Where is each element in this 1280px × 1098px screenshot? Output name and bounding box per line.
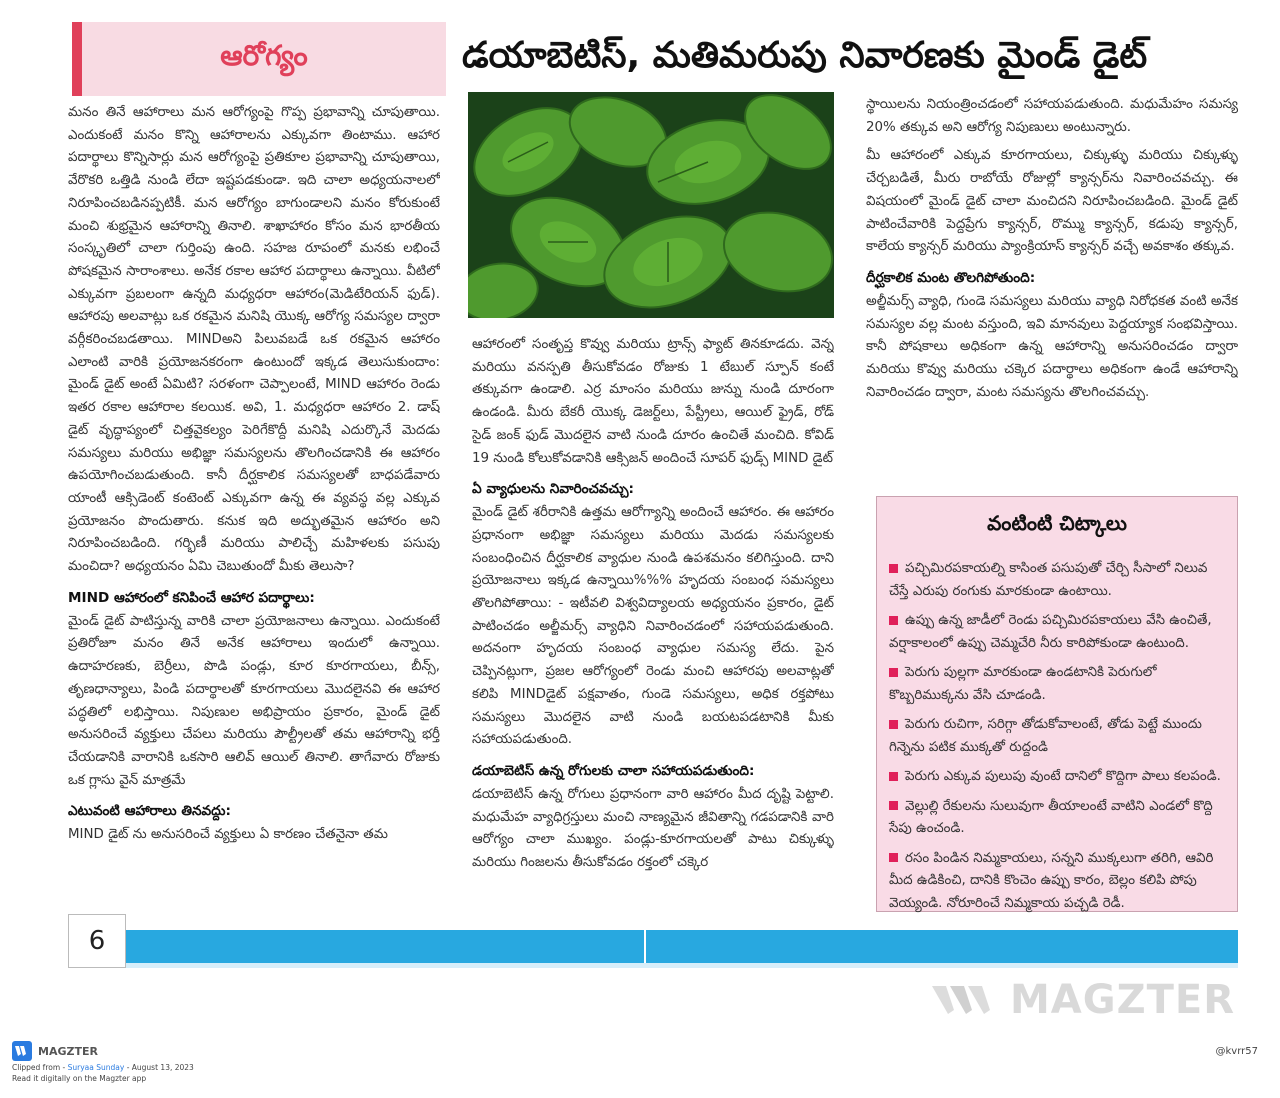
tip-text: ఉప్పు ఉన్న జాడీలో రెండు పచ్చిమిరపకాయలు వేసి ఉంచితే, వర్షాకాలంలో ఉప్పు చెమ్మచేరి నీరు కారిపోకుండా ఉంటుంది. bbox=[889, 613, 1212, 651]
tip-text: పచ్చిమిరపకాయల్ని కాసింత పసుపుతో చేర్చి సీసాలో నిలువ చేస్తే ఎరుపు రంగుకు మారకుండా ఉంటాయి. bbox=[889, 561, 1208, 599]
article-column-3 bbox=[866, 94, 1238, 474]
mint-leaves-illustration bbox=[468, 92, 834, 318]
column3-paragraph-3: అల్జీమర్స్ వ్యాధి, గుండె సమస్యలు మరియు వ్యాధి నిరోధకత వంటి అనేక సమస్యల వల్ల మంట వస్తుంది, ఇవి మానవులు పెద్దయ్యాక సంభవిస్తాయి. కానీ పోషకాలు అధికంగా ఉన్న ఆహారాన్ని అనుసరించడం ద్వారా మరియు కొవ్వు మరియు చక్కెర పదార్థాలు అధికంగా ఉండే ఆహారాన్ని నివారించడం ద్వారా, మంట సమస్యను తొలగించవచ్చు. bbox=[866, 293, 1238, 400]
column3-paragraph-2: మీ ఆహారంలో ఎక్కువ కూరగాయలు, చిక్కుళ్ళు మరియు చిక్కుళ్ళు చేర్చబడితే, మీరు రాబోయే రోజుల్లో క్యాన్సర్‌ను నివారించవచ్చు. ఈ విషయంలో మైండ్ డైట్ చాలా మంచిదని నిరూపించబడింది. మైండ్ డైట్ పాటించేవారికి పెద్దప్రేగు క్యాన్సర్, రొమ్ము క్యాన్సర్, కడుపు క్యాన్సర్, కాలేయ క్యాన్సర్ మరియు ప్యాంక్రియాస్ క్యాన్సర్ వచ్చే అవకాశం తక్కువ. bbox=[866, 148, 1238, 255]
column1-intro: మనం తినే ఆహారాలు మన ఆరోగ్యంపై గొప్ప ప్రభావాన్ని చూపుతాయి. ఎందుకంటే మనం కొన్ని ఆహారాలను ఎక్కువగా తింటాము. ఆహార పదార్థాలు కొన్నిసార్లు మన ఆరోగ్యంపై ప్రతికూల ప్రభావాన్ని చూపుతాయి, వేరొకరి ఒత్తిడి నుండి లేదా ఇష్టపడకుండా. ఇది చాలా అధ్యయనాలలో నిరూపించబడినప్పటికీ. మన ఆరోగ్యం బాగుండాలని మనం కోరుకుంటే మంచి శుభ్రమైన ఆహారాన్ని తినాలి. శాఖాహారం కోసం మన భారతీయ సంస్కృతిలో చాలా గుర్తింపు ఉంది. సహజ రూపంలో మనకు లభించే పోషకమైన సారాంశాలు. అనేక రకాల ఆహార పదార్థాలు ఉన్నాయి. వీటిలో ఎక్కువగా ప్రబలంగా ఉన్నది మధ్యధరా ఆహారం(మెడిటేరియన్ ఫుడ్). ఆహారపు అలవాట్లు ఒక రకమైన మనిషి యొక్క ఆరోగ్య సమస్యల ద్వారా వర్గీకరించబడతాయి. MINDఅని పిలువబడే ఒక రకమైన ఆహారం ఎలాంటి వారికి ప్రయోజనకరంగా ఉంటుందో ఇక్కడ తెలుసుకుందాం: మైండ్ డైట్ అంటే ఏమిటి? సరళంగా చెప్పాలంటే, MIND ఆహారం రెండు ఇతర రకాల ఆహారాల కలయిక. అవి, 1. మధ్యధరా ఆహారం 2. డాష్ డైట్ వృద్ధాప్యంలో చిత్తవైకల్యం పెరిగేకొద్దీ మనిషి ఎదుర్కొనే మెదడు సమస్యలు మరియు అభిజ్ఞా సమస్యలను తొలగించడానికి ఈ ఆహారం ఉపయోగించబడుతుంది. కానీ దీర్ఘకాలిక సమస్యలతో బాధపడేవారు యాంటీ ఆక్సిడెంట్ కంటెంట్ ఎక్కువగా ఉన్న ఈ వ్యవస్థ వల్ల ఎక్కువ ప్రయోజనం పొందుతారు. కనుక ఇది అద్భుతమైన ఆహారం అని నిరూపించబడింది. గర్భిణీ మరియు పాలిచ్చే మహిళలకు పసుపు మంచిదా? అధ్యయనం ఏమి చెబుతుందో మీకు తెలుసా? bbox=[68, 105, 440, 575]
bullet-icon bbox=[889, 668, 898, 677]
column1-paragraph-3: MIND డైట్ ను అనుసరించే వ్యక్తులు ఏ కారణం చేతనైనా తమ bbox=[68, 827, 388, 843]
username: @kvrr57 bbox=[1215, 1046, 1258, 1057]
bullet-icon bbox=[889, 616, 898, 625]
tip-text: పెరుగు ఎక్కువ పులుపు వుంటే దానిలో కొద్దిగా పాలు కలపండి. bbox=[905, 769, 1221, 784]
magzter-watermark bbox=[930, 978, 1270, 1022]
clip-source-line: Clipped from - Suryaa Sunday - August 13, 2023 bbox=[12, 1063, 194, 1072]
section-label: ఆరోగ్యం bbox=[220, 39, 308, 72]
article-column-2 bbox=[472, 334, 834, 914]
bullet-icon bbox=[889, 772, 898, 781]
clip-read-line: Read it digitally on the Magzter app bbox=[12, 1074, 147, 1083]
column2-paragraph-3: డయాబెటిస్ ఉన్న రోగులు ప్రధానంగా వారి ఆహారం మీద దృష్టి పెట్టాలి. మధుమేహ వ్యాధిగ్రస్తులు మంచి నాణ్యమైన జీవితాన్ని గడపడానికి వారి ఆరోగ్యం చాలా ముఖ్యం. పండ్లు-కూరగాయలతో పాటు చిక్కుళ్ళు మరియు గింజలను తీసుకోవడం రక్తంలో చక్కెర bbox=[472, 786, 834, 871]
section-label-box bbox=[72, 22, 446, 96]
kitchen-tips-title: వంటింటి చిట్కాలు bbox=[987, 511, 1127, 535]
column2-paragraph-1: ఆహారంలో సంతృప్త కొవ్వు మరియు ట్రాన్స్ ఫ్యాట్ తినకూడదు. వెన్న మరియు వనస్పతి తీసుకోవడం రోజుకు 1 టేబుల్ స్పూన్ కంటే తక్కువగా ఉండాలి. ఎర్ర మాంసం మరియు జున్ను నుండి దూరంగా ఉండండి. మీరు బేకరీ యొక్క డెజర్ట్‌లు, పేస్ట్రీలు, ఆయిల్ ఫ్రైడ్, రోడ్ సైడ్ జంక్ ఫుడ్ మొదలైన వాటి నుండి దూరం ఉంచితే మంచిది. కోవిడ్ 19 నుండి కోలుకోవడానికి ఆక్సిజన్ అందించే సూపర్ ఫుడ్స్ MIND డైట్ bbox=[472, 337, 834, 466]
source-link[interactable]: Suryaa Sunday bbox=[67, 1063, 125, 1072]
magzter-app-icon bbox=[12, 1041, 32, 1061]
column3-paragraph-1: స్థాయిలను నియంత్రించడంలో సహాయపడుతుంది. మధుమేహం సమస్య 20% తక్కువ అని ఆరోగ్య నిపుణులు అంటున్నారు. bbox=[866, 97, 1238, 135]
clip-info bbox=[12, 1040, 412, 1096]
bullet-icon bbox=[889, 853, 898, 862]
footer-stripe bbox=[68, 963, 1238, 968]
tip-item bbox=[889, 558, 1225, 603]
tip-item bbox=[889, 766, 1225, 789]
column1-paragraph-2: మైండ్ డైట్ పాటిస్తున్న వారికి చాలా ప్రయోజనాలు ఉన్నాయి. ఎందుకంటే ప్రతిరోజూ మనం తినే అనేక ఆహారాలు ఇందులో ఉన్నాయి. ఉదాహరణకు, బెర్రీలు, పొడి పండ్లు, కూర కూరగాయలు, బీన్స్, తృణధాన్యాలు, పిండి పదార్థాలతో కూరగాయలు మొదలైనవి ఈ ఆహార పద్ధతిలో లభిస్తాయి. నిపుణుల అభిప్రాయం ప్రకారం, మైండ్ డైట్ అనుసరించే వ్యక్తులు చేపలు మరియు పౌల్ట్రీలతో తమ ఆహారాన్ని భర్తీ చేయడానికి వారానికి ఒకసారి ఆలివ్ ఆయిల్ తినాలి. తాగేవారు రోజుకు ఒక గ్లాసు వైన్ మాత్రమే bbox=[68, 613, 440, 788]
column2-heading-3: డయాబెటిస్ ఉన్న రోగులకు చాలా సహాయపడుతుంది: bbox=[472, 762, 755, 779]
article-column-1 bbox=[68, 102, 440, 912]
tip-text: రసం పిండిన నిమ్మకాయలు, సన్నని ముక్కలుగా తరిగి, ఆవిరి మీద ఉడికించి, దానికి కొంచెం ఉప్పు కారం, బెల్లం కలిపి పోపు వెయ్యండి. నోరూరించే నిమ్మకాయ పచ్చడి రెడీ. bbox=[889, 850, 1214, 911]
watermark-text: MAGZTER bbox=[1010, 977, 1236, 1023]
bullet-icon bbox=[889, 801, 898, 810]
tip-text: వెల్లుల్లి రేకులను సులువుగా తీయాలంటే వాటిని ఎండలో కొద్ది సేపు ఉంచండి. bbox=[889, 798, 1213, 836]
tip-item bbox=[889, 848, 1225, 916]
tip-item bbox=[889, 662, 1225, 707]
kitchen-tips-box bbox=[876, 496, 1238, 912]
column2-paragraph-2: మైండ్ డైట్ శరీరానికి ఉత్తమ ఆరోగ్యాన్ని అందించే ఆహారం. ఈ ఆహారం ప్రధానంగా అభిజ్ఞా సమస్యలు మరియు మెదడు సమస్యలకు సంబంధించిన దీర్ఘకాలిక వ్యాధుల నుండి ఉపశమనం కలిగిస్తుంది. దాని ప్రయోజనాలు ఇక్కడ ఉన్నాయి%%% హృదయ సంబంధ సమస్యలు తొలగిపోతాయి: - ఇటీవలి విశ్వవిద్యాలయ అధ్యయనం ప్రకారం, డైట్ పాటించడం అల్జీమర్స్ వ్యాధిని నివారించడంలో సహాయపడుతుంది. అదనంగా హృదయ సంబంధ వ్యాధుల సమస్య లేదు. పైన చెప్పినట్లుగా, ప్రజల ఆరోగ్యంలో రెండు మంచి ఆహారపు అలవాట్లతో కలిపి MINDడైట్ పక్షవాతం, గుండె సమస్యలు, అధిక రక్తపోటు సమస్యలు మొదలైన వాటి నుండి బయటపడటానికి మీకు సహాయపడుతుంది. bbox=[472, 505, 834, 748]
tip-item bbox=[889, 796, 1225, 841]
column1-heading-3: ఎటువంటి ఆహారాలు తినవద్దు: bbox=[68, 803, 231, 820]
mint-leaves-photo bbox=[468, 92, 834, 318]
clip-brand: MAGZTER bbox=[38, 1044, 98, 1058]
article-headline: డయాబెటిస్, మతిమరుపు నివారణకు మైండ్ డైట్ bbox=[462, 35, 1148, 76]
tip-item bbox=[889, 610, 1225, 655]
column3-heading-3: దీర్ఘకాలిక మంట తొలగిపోతుంది: bbox=[866, 269, 1036, 286]
page-number: 6 bbox=[68, 914, 126, 968]
bullet-icon bbox=[889, 720, 898, 729]
magzter-logo-icon bbox=[930, 982, 1000, 1018]
footer-bar bbox=[68, 930, 1238, 968]
column1-heading-2: MIND ఆహారంలో కనిపించే ఆహార పదార్థాలు: bbox=[68, 589, 315, 606]
bullet-icon bbox=[889, 564, 898, 573]
tip-text: పెరుగు రుచిగా, సరిగ్గా తోడుకోవాలంటే, తోడు పెట్టే ముందు గిన్నెను పటిక ముక్కతో రుద్దండి bbox=[889, 717, 1202, 755]
tip-item bbox=[889, 714, 1225, 759]
column2-heading-2: ఏ వ్యాధులను నివారించవచ్చు: bbox=[472, 481, 634, 498]
tip-text: పెరుగు పుల్లగా మారకుండా ఉండటానికి పెరుగులో కొబ్బరిముక్కను వేసి చూడండి. bbox=[889, 665, 1157, 703]
